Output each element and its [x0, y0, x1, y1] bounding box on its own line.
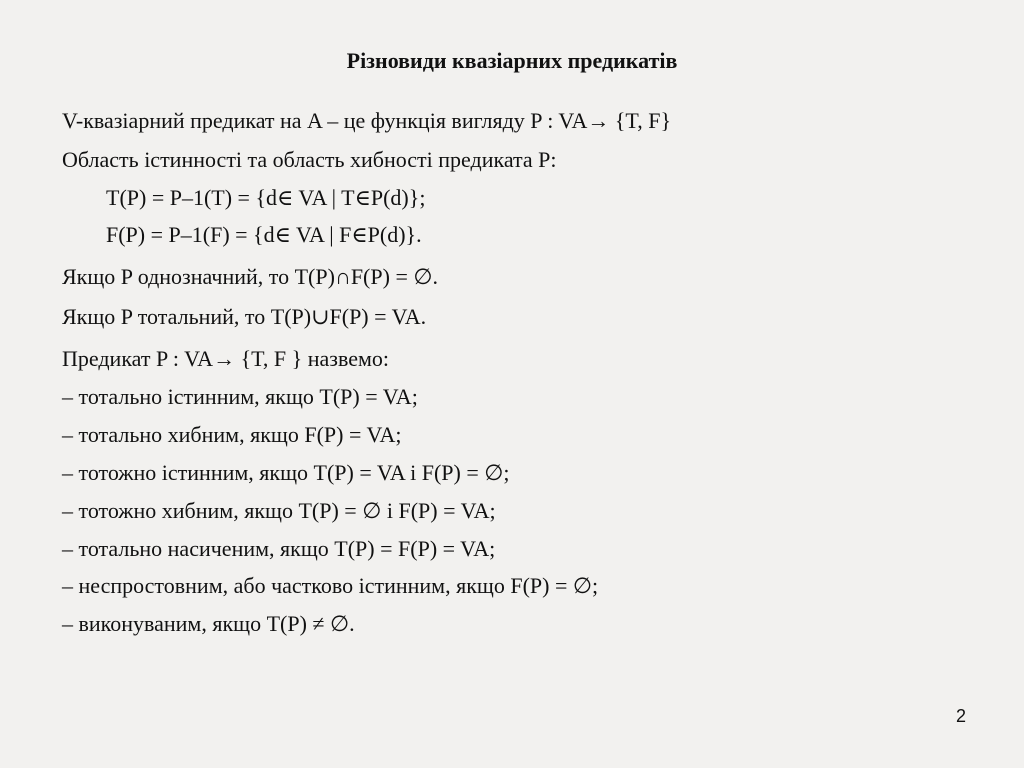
page-number: 2	[955, 706, 966, 726]
definition-line: V-квазіарний предикат на A – це функція вигляду P : VA→ {T, F}	[62, 108, 672, 133]
list-item: – тотально насиченим, якщо T(P) = F(P) = VA;	[62, 536, 496, 561]
predicate-naming-line: Предикат P : VA→ {T, F } назвемо:	[62, 346, 390, 371]
domain-line: Область істинності та область хибності предиката P:	[62, 147, 557, 172]
list-item: – тотально істинним, якщо T(P) = VA;	[62, 384, 418, 409]
total-line: Якщо P тотальний, то T(P)∪F(P) = VA.	[62, 304, 427, 329]
true-domain-formula: T(P) = P–1(T) = {d∈ VA | T∈P(d)};	[106, 185, 426, 210]
slide-title: Різновиди квазіарних предикатів	[346, 48, 678, 73]
list-item: – тотожно хибним, якщо T(P) = ∅ і F(P) = VA;	[62, 498, 496, 523]
single-valued-line: Якщо P однозначний, то T(P)∩F(P) = ∅.	[62, 264, 439, 289]
false-domain-formula: F(P) = P–1(F) = {d∈ VA | F∈P(d)}.	[106, 222, 422, 247]
list-item: – неспростовним, або частково істинним, якщо F(P) = ∅;	[62, 573, 599, 598]
list-item: – тотально хибним, якщо F(P) = VA;	[62, 422, 402, 447]
list-item: – виконуваним, якщо T(P) ≠ ∅.	[62, 611, 355, 636]
list-item: – тотожно істинним, якщо T(P) = VA і F(P) = ∅;	[62, 460, 510, 485]
